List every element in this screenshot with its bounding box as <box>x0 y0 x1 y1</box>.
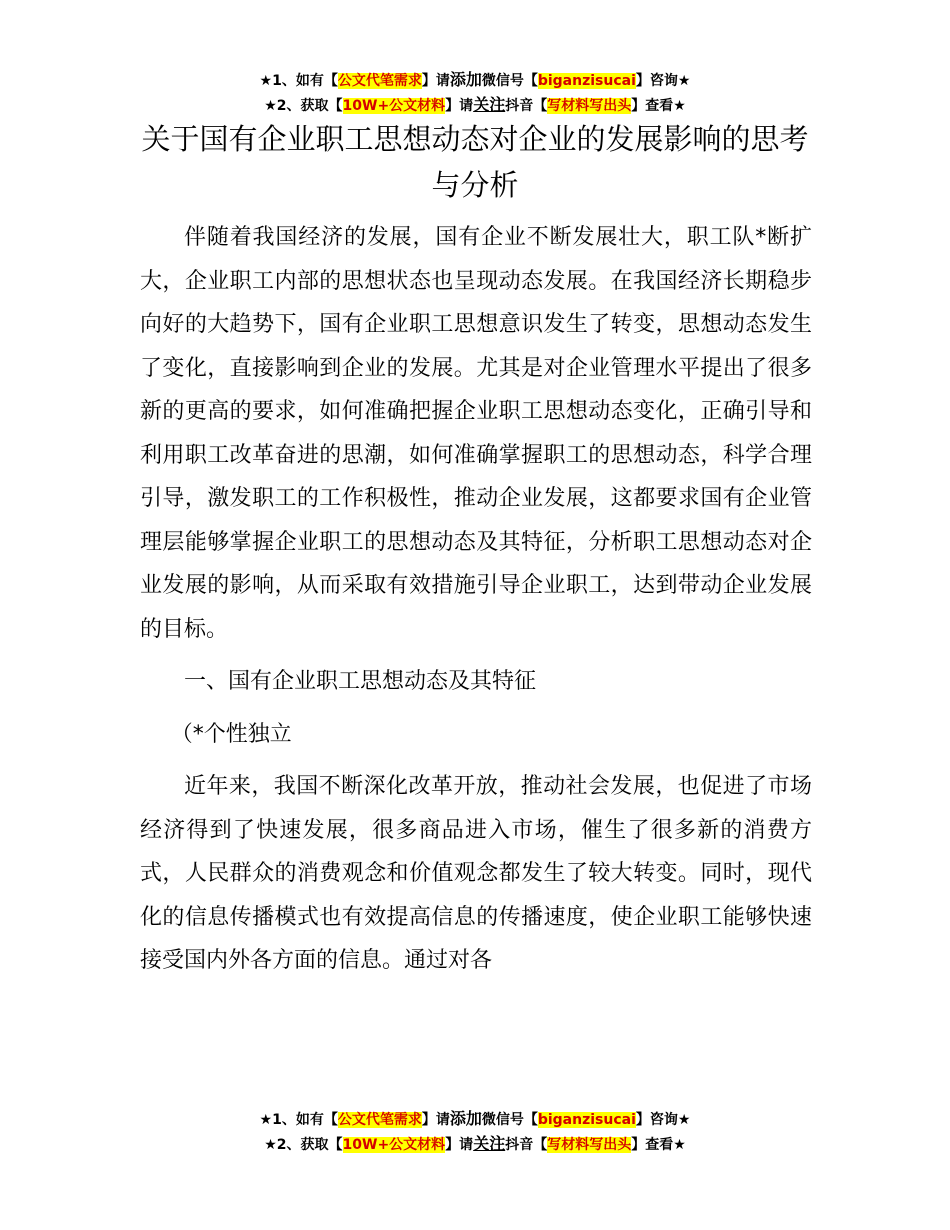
banner-text: 微信号【 <box>481 73 538 89</box>
banner-line-1 <box>0 1107 950 1132</box>
banner-emphasis: 关注 <box>473 1134 506 1153</box>
document-body <box>140 216 812 983</box>
banner-highlight: 写材料写出头 <box>547 1137 632 1153</box>
banner-text: 】请 <box>421 73 450 89</box>
banner-emphasis: 关注 <box>473 95 506 114</box>
banner-highlight: 公文代笔需求 <box>337 73 422 89</box>
banner-highlight: 10W+公文材料 <box>342 98 446 114</box>
banner-text: 抖音【 <box>505 98 548 114</box>
banner-highlight: biganzisucai <box>537 1112 636 1128</box>
banner-text: ★2、获取【 <box>264 1137 343 1153</box>
banner-text: ★2、获取【 <box>264 98 343 114</box>
banner-text: ★1、如有【 <box>259 73 338 89</box>
document-title: 关于国有企业职工思想动态对企业的发展影响的思考与分析 <box>141 122 809 202</box>
header-banner <box>0 68 950 118</box>
banner-text: 】请 <box>421 1112 450 1128</box>
banner-line-2 <box>0 93 950 118</box>
banner-text: 抖音【 <box>505 1137 548 1153</box>
subsection-heading: （*个性独立 <box>170 721 292 747</box>
banner-text: 】咨询★ <box>635 73 691 89</box>
body-paragraph: 近年来，我国不断深化改革开放，推动社会发展，也促进了市场经济得到了快速发展，很多商品进入市场，催生了很多新的消费方式，人民群众的消费观念和价值观念都发生了较大转变。同时，现代化的信息传播模式也有效提高信息的传播速度，使企业职工能够快速接受国内外各方面的信息。通过对各 <box>140 774 812 973</box>
banner-highlight: 公文代笔需求 <box>337 1112 422 1128</box>
banner-line-2 <box>0 1132 950 1157</box>
banner-text: 】请 <box>445 1137 474 1153</box>
banner-emphasis: 添加 <box>449 1109 482 1128</box>
banner-line-1 <box>0 68 950 93</box>
banner-text: 】查看★ <box>631 98 686 114</box>
banner-text: 微信号【 <box>481 1112 538 1128</box>
banner-text: 】咨询★ <box>635 1112 691 1128</box>
section-heading: 一、国有企业职工思想动态及其特征 <box>184 669 537 694</box>
banner-highlight: 10W+公文材料 <box>342 1137 446 1153</box>
banner-emphasis: 添加 <box>449 70 482 89</box>
banner-text: ★1、如有【 <box>259 1112 338 1128</box>
banner-highlight: 写材料写出头 <box>547 98 632 114</box>
banner-text: 】查看★ <box>631 1137 686 1153</box>
banner-highlight: biganzisucai <box>537 73 636 89</box>
body-paragraph: 伴随着我国经济的发展，国有企业不断发展壮大，职工队*断扩大，企业职工内部的思想状态也呈现动态发展。在我国经济长期稳步向好的大趋势下，国有企业职工思想意识发生了转变，思想动态发生了变化，直接影响到企业的发展。尤其是对企业管理水平提出了很多新的更高的要求，如何准确把握企业职工思想动态变化，正确引导和利用职工改革奋进的思潮，如何准确掌握职工的思想动态，科学合理引导，激发职工的工作积极性，推动企业发展，这都要求国有企业管理层能够掌握企业职工的思想动态及其特征，分析职工思想动态对企业发展的影响，从而采取有效措施引导企业职工，达到带动企业发展的目标。 <box>140 225 812 642</box>
banner-text: 】请 <box>445 98 474 114</box>
footer-banner <box>0 1107 950 1157</box>
